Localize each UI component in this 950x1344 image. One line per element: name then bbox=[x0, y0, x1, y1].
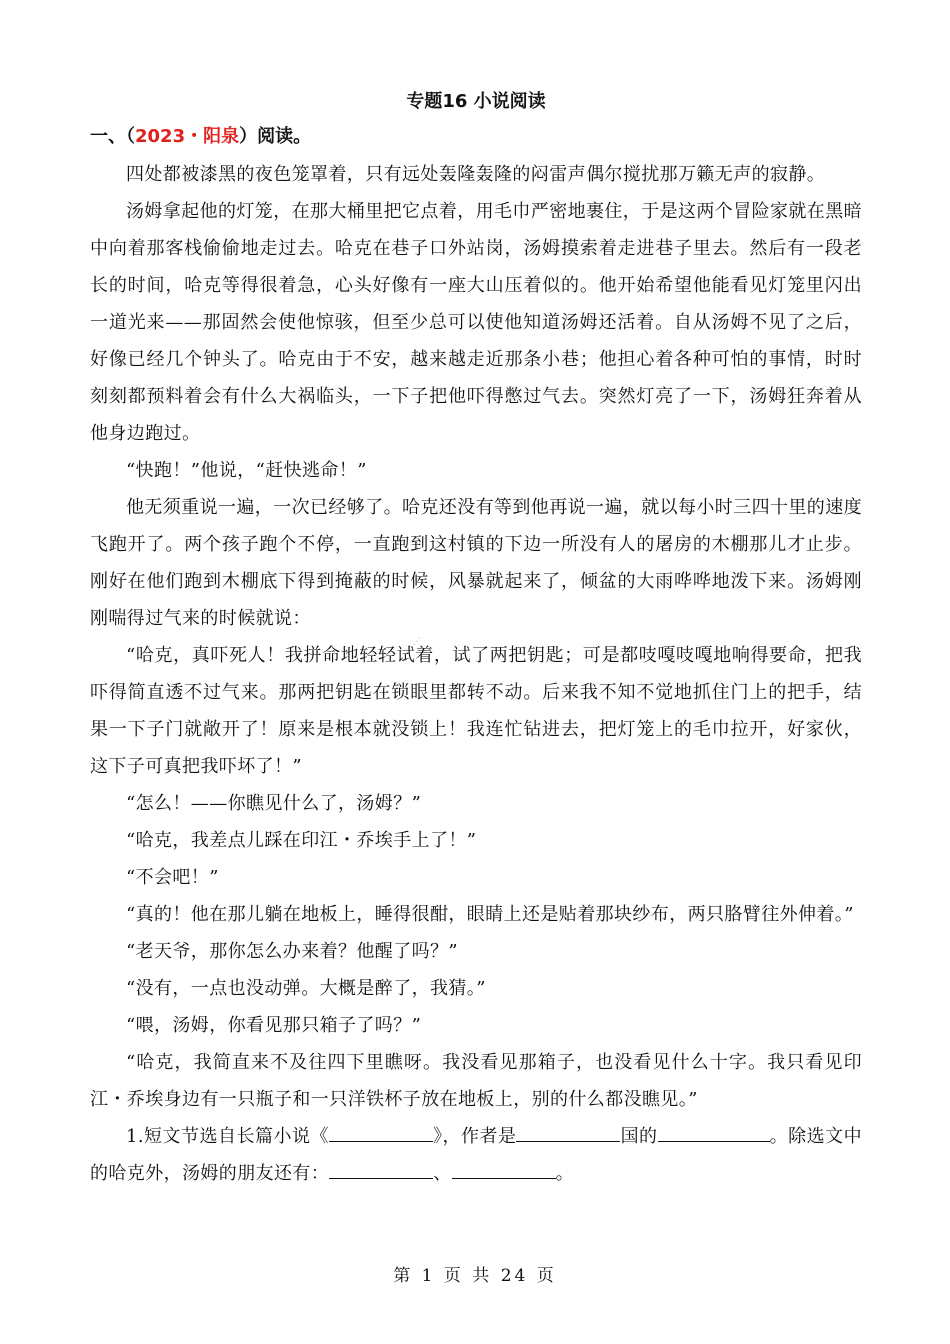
question-text: 1.短文节选自长篇小说《 bbox=[126, 1126, 329, 1147]
answer-blank-friend-2[interactable] bbox=[452, 1160, 556, 1179]
paragraph: “快跑！”他说，“赶快逃命！” bbox=[126, 460, 367, 481]
paragraph: “哈克，真吓死人！我拼命地轻轻试着，试了两把钥匙；可是都吱嘎吱嘎地响得要命，把我吓得简直透不过气来。那两把钥匙在锁眼里都转不动。后来我不知不觉地抓住门上的把手，结果一下子门就敞开了！原来是根本就没锁上！我连忙钻进去，把灯笼上的毛巾拉开，好家伙，这下子可真把我吓坏了！” bbox=[90, 645, 862, 777]
question-text: 》，作者是 bbox=[432, 1126, 517, 1147]
section-suffix: ）阅读。 bbox=[239, 126, 312, 147]
answer-blank-country[interactable] bbox=[516, 1123, 620, 1142]
question-text: 、 bbox=[433, 1163, 452, 1184]
answer-blank-author[interactable] bbox=[658, 1123, 770, 1142]
watermark: ... bbox=[405, 630, 425, 650]
paragraph: “哈克，我差点儿踩在印江・乔埃手上了！” bbox=[126, 830, 477, 851]
document-title: 专题16 小说阅读 bbox=[406, 91, 546, 112]
paragraph: “哈克，我简直来不及往四下里瞧呀。我没看见那箱子，也没看见什么十字。我只看见印江・乔埃身边有一只瓶子和一只洋铁杯子放在地板上，别的什么都没瞧见。” bbox=[90, 1052, 862, 1110]
paragraph: “真的！他在那儿躺在地板上，睡得很酣，眼睛上还是贴着那块纱布，两只胳臂往外伸着。” bbox=[126, 904, 854, 925]
paragraph: “没有，一点也没动弹。大概是醉了，我猜。” bbox=[126, 978, 486, 999]
question-text: 国的 bbox=[620, 1126, 658, 1147]
paragraph: 他无须重说一遍，一次已经够了。哈克还没有等到他再说一遍，就以每小时三四十里的速度飞跑开了。两个孩子跑个不停，一直跑到这村镇的下边一所没有人的屠房的木棚那儿才止步。刚好在他们跑到木棚底下得到掩蔽的时候，风暴就起来了，倾盆的大雨哗哗地泼下来。汤姆刚刚喘得过气来的时候就说： bbox=[90, 497, 862, 629]
question-text: 。除选文中的哈克外，汤姆的朋友还有： bbox=[90, 1126, 863, 1184]
paragraph: “老天爷，那你怎么办来着？他醒了吗？” bbox=[126, 941, 459, 962]
section-heading bbox=[90, 120, 862, 154]
document-page bbox=[90, 88, 862, 1192]
question-text: 。 bbox=[555, 1163, 575, 1184]
paragraph: “不会吧！” bbox=[126, 867, 219, 888]
question-1 bbox=[90, 1118, 862, 1192]
section-source: 2023・阳泉 bbox=[135, 126, 240, 147]
section-prefix: 一、（ bbox=[90, 126, 135, 147]
answer-blank-friend-1[interactable] bbox=[329, 1160, 433, 1179]
page-footer: 第 1 页 共 24 页 bbox=[393, 1266, 557, 1286]
answer-blank-book-title[interactable] bbox=[329, 1123, 433, 1142]
paragraph: “喂，汤姆，你看见那只箱子了吗？” bbox=[126, 1015, 422, 1036]
paragraph: 汤姆拿起他的灯笼，在那大桶里把它点着，用毛巾严密地裹住，于是这两个冒险家就在黑暗中向着那客栈偷偷地走过去。哈克在巷子口外站岗，汤姆摸索着走进巷子里去。然后有一段老长的时间，哈克等得很着急，心头好像有一座大山压着似的。他开始希望他能看见灯笼里闪出一道光来——那固然会使他惊骇，但至少总可以使他知道汤姆还活着。自从汤姆不见了之后，好像已经几个钟头了。哈克由于不安，越来越走近那条小巷；他担心着各种可怕的事情，时时刻刻都预料着会有什么大祸临头，一下子把他吓得憋过气去。突然灯亮了一下，汤姆狂奔着从他身边跑过。 bbox=[90, 201, 862, 444]
paragraph: 四处都被漆黑的夜色笼罩着，只有远处轰隆轰隆的闷雷声偶尔搅扰那万籁无声的寂静。 bbox=[126, 164, 826, 185]
paragraph: “怎么！——你瞧见什么了，汤姆？” bbox=[126, 793, 422, 814]
